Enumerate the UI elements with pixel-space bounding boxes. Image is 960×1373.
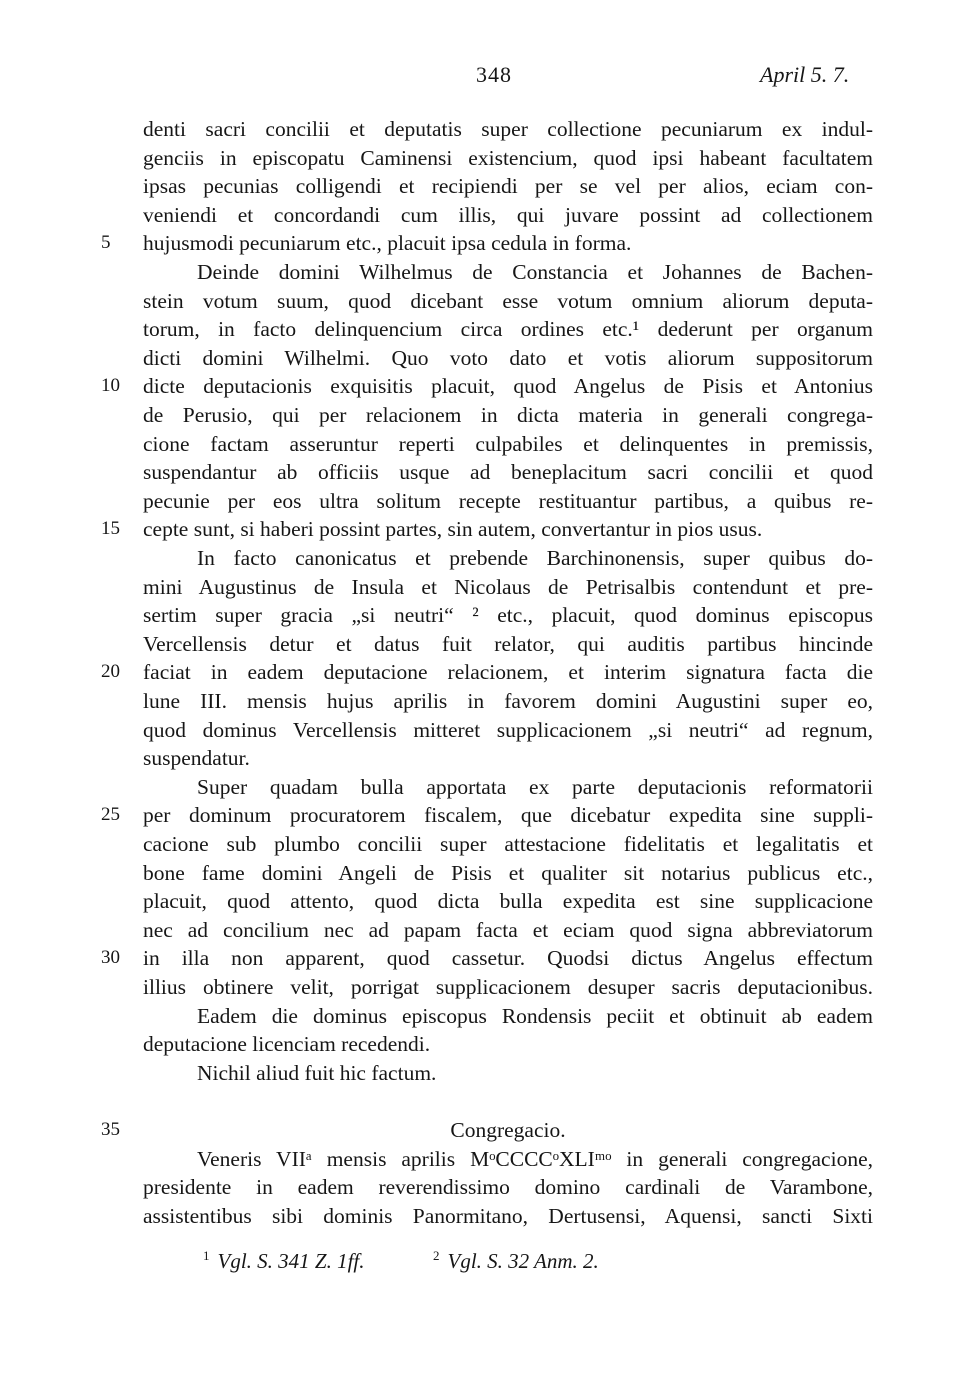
page-number: 348 (476, 62, 512, 87)
line-number: 15 (101, 518, 120, 540)
text-line (0, 1201, 960, 1231)
text-line (0, 200, 960, 230)
line-text: dicte deputacionis exquisitis placuit, quod Angelus de Pisis et Antonius (143, 374, 873, 399)
text-line (0, 514, 960, 544)
line-text: Vercellensis detur et datus fuit relator, qui auditis partibus hincinde (143, 631, 873, 656)
text-line (0, 800, 960, 830)
line-text: presidente in eadem reverendissimo domino cardinali de Varambone, (143, 1175, 873, 1200)
line-text: cione factam asseruntur reperti culpabiles et delinquentes in premissis, (143, 431, 873, 456)
line-text: faciat in eadem deputacione relacionem, et interim signatura facta die (143, 660, 873, 685)
line-number: 10 (101, 375, 120, 397)
text-line (0, 1001, 960, 1031)
text-line (0, 1029, 960, 1059)
line-number: 30 (101, 947, 120, 969)
line-text: In facto canonicatus et prebende Barchinonensis, super quibus do- (197, 546, 873, 570)
line-number: 35 (101, 1119, 120, 1140)
line-text: cacione sub plumbo concilii super attestacione fidelitatis et legalitatis et (143, 832, 873, 856)
text-line (0, 915, 960, 945)
line-text: mini Augustinus de Insula et Nicolaus de Petrisalbis contendunt et pre- (143, 574, 873, 599)
line-text: placuit, quod attento, quod dicta bulla expedita est sine supplicacione (143, 889, 873, 914)
line-text: pecunie per eos ultra solitum recepte restituantur partibus, a quibus re- (143, 488, 873, 513)
text-line (0, 1086, 960, 1116)
line-text: hujusmodi pecuniarum etc., placuit ipsa cedula in forma. (143, 231, 632, 256)
text-line (0, 486, 960, 516)
text-line (0, 858, 960, 888)
text-line (0, 228, 960, 258)
line-text: Veneris VIIᵃ mensis aprilis MᵒCCCCᵒXLIᵐᵒ in generali congregacione, (197, 1146, 873, 1171)
text-line (0, 400, 960, 430)
footnote-mark: 2 (433, 1248, 440, 1263)
section-heading: Congregacio. (450, 1118, 566, 1142)
text-line (0, 1058, 960, 1088)
line-text: torum, in facto delinquencium circa ordines etc.¹ dederunt per organum (143, 317, 873, 342)
text-line (0, 886, 960, 916)
text-line (0, 657, 960, 687)
text-line (0, 171, 960, 201)
text-line (0, 686, 960, 716)
line-text: veniendi et concordandi cum illis, qui juvare possint ad collectionem (143, 202, 873, 227)
text-line (0, 829, 960, 859)
line-text: de Perusio, qui per relacionem in dicta materia in generali congrega- (143, 403, 873, 427)
text-line (0, 972, 960, 1002)
line-number: 25 (101, 804, 120, 826)
line-text: sertim super gracia „si neutri“ ² etc., placuit, quod dominus episcopus (143, 603, 873, 628)
text-line (0, 286, 960, 316)
line-text: suspendantur ab officiis usque ad beneplacitum sacri concilii et quod (143, 460, 873, 485)
text-line (0, 600, 960, 630)
text-line (0, 943, 960, 973)
line-text: lune III. mensis hujus aprilis in favorem domini Augustini super eo, (143, 689, 873, 713)
line-text: cepte sunt, si haberi possint partes, sin autem, convertantur in pios usus. (143, 517, 763, 542)
text-line (0, 457, 960, 487)
line-text: Nichil aliud fuit hic factum. (197, 1060, 437, 1085)
footnotes (0, 1248, 960, 1278)
text-line (0, 715, 960, 745)
text-line (0, 114, 960, 144)
text-line (0, 143, 960, 173)
text-line (0, 772, 960, 802)
line-text: nec ad concilium nec ad papam facta et eciam quod signa abbreviatorum (143, 917, 873, 942)
line-text: Super quadam bulla apportata ex parte deputacionis reformatorii (197, 774, 873, 799)
footnote-mark: 1 (203, 1248, 210, 1263)
text-line (0, 343, 960, 373)
line-text: Eadem die dominus episcopus Rondensis peciit et obtinuit ab eadem (197, 1003, 873, 1028)
line-text: per dominum procuratorem fiscalem, que dicebatur expedita sine suppli- (143, 803, 873, 828)
text-line (0, 572, 960, 602)
line-number: 20 (101, 661, 120, 683)
line-text: assistentibus sibi dominis Panormitano, Dertusensi, Aquensi, sancti Sixti (143, 1203, 873, 1228)
text-line (0, 743, 960, 773)
text-line (0, 371, 960, 401)
text-line (0, 429, 960, 459)
footnote-2 (433, 1248, 599, 1274)
text-line (0, 1144, 960, 1174)
footnote-text: Vgl. S. 341 Z. 1ff. (217, 1249, 365, 1273)
text-line (0, 543, 960, 573)
line-text: illius obtinere velit, porrigat supplicacionem desuper sacris deputacionibus. (143, 975, 873, 999)
line-text: ipsas pecunias colligendi et recipiendi per se vel per alios, eciam con- (143, 174, 873, 199)
text-line (0, 314, 960, 344)
line-text: stein votum suum, quod dicebant esse votum omnium aliorum deputa- (143, 288, 873, 313)
text-line (0, 1115, 960, 1145)
line-text: dicti domini Wilhelmi. Quo voto dato et votis aliorum suppositorum (143, 345, 873, 370)
page-header (0, 62, 960, 94)
line-text: suspendatur. (143, 746, 250, 771)
line-text: quod dominus Vercellensis mitteret supplicacionem „si neutri“ ad regnum, (143, 717, 873, 742)
text-line (0, 257, 960, 287)
text-line (0, 1172, 960, 1202)
line-text: genciis in episcopatu Caminensi existencium, quod ipsi habeant facultatem (143, 145, 873, 170)
line-text: Deinde domini Wilhelmus de Constancia et Johannes de Bachen- (197, 260, 873, 284)
footnote-1 (203, 1248, 365, 1274)
footnote-text: Vgl. S. 32 Anm. 2. (447, 1249, 599, 1273)
line-text: bone fame domini Angeli de Pisis et qualiter sit notarius publicus etc., (143, 860, 873, 885)
line-text: denti sacri concilii et deputatis super collectione pecuniarum ex indul- (143, 117, 873, 141)
text-line (0, 629, 960, 659)
running-head: April 5. 7. (760, 62, 850, 87)
line-number: 5 (101, 232, 111, 254)
line-text: in illa non apparent, quod cassetur. Quodsi dictus Angelus effectum (143, 946, 873, 971)
line-text: deputacione licenciam recedendi. (143, 1032, 431, 1057)
